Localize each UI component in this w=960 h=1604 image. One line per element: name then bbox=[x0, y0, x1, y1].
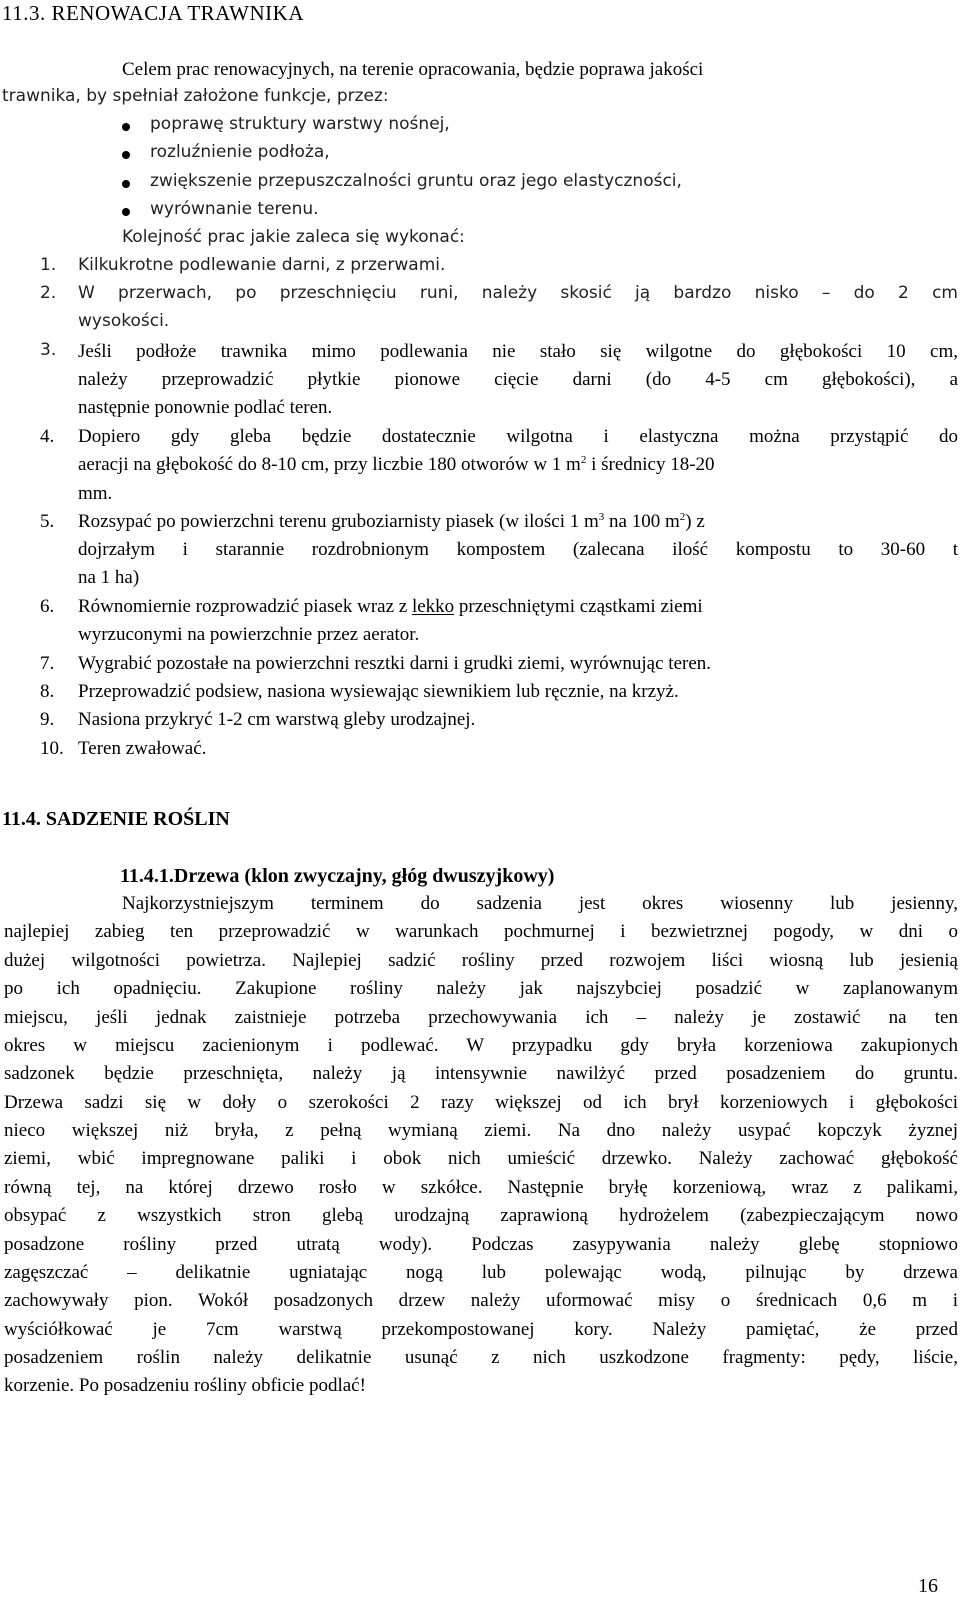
bullet-dot bbox=[122, 123, 130, 131]
section-heading-11-3: 11.3. RENOWACJA TRAWNIKA bbox=[2, 1, 304, 25]
step-text: na 1 ha) bbox=[78, 567, 140, 588]
step-text: dojrzałym i starannie rozdrobnionym kompostem (zalecana ilość kompostu to 30-60 t bbox=[78, 539, 958, 560]
paragraph-line: zachowywały pion. Wokół posadzonych drzew należy uformować misy o średnicach 0,6 m i bbox=[4, 1290, 958, 1311]
paragraph-line: sadzonek będzie przeschnięta, należy ją intensywnie nawilżyć przed posadzeniem do gruntu. bbox=[4, 1063, 958, 1084]
step-text: Jeśli podłoże trawnika mimo podlewania nie stało się wilgotne do głębokości 10 cm, bbox=[78, 341, 958, 362]
bullet-item: wyrównanie terenu. bbox=[150, 199, 319, 219]
paragraph-line: najlepiej zabieg ten przeprowadzić w warunkach pochmurnej i bezwietrznej pogody, w dni o bbox=[4, 921, 958, 942]
step-number: 1. bbox=[40, 255, 57, 275]
paragraph-line: korzenie. Po posadzeniu rośliny obficie podlać! bbox=[4, 1375, 366, 1396]
subsection-heading-11-4-1: 11.4.1.Drzewa (klon zwyczajny, głóg dwuszyjkowy) bbox=[120, 865, 555, 887]
order-intro: Kolejność prac jakie zaleca się wykonać: bbox=[122, 227, 465, 247]
superscript: 2 bbox=[679, 511, 686, 523]
step-text: Wygrabić pozostałe na powierzchni resztki darni i grudki ziemi, wyrównując teren. bbox=[78, 653, 712, 674]
step-number: 10. bbox=[40, 738, 64, 759]
paragraph-line: wyściółkować je 7cm warstwą przekompostowanej kory. Należy pamiętać, że przed bbox=[4, 1319, 958, 1340]
step-number: 2. bbox=[40, 283, 57, 303]
step-number: 3. bbox=[40, 340, 57, 360]
intro-line-2: trawnika, by spełniał założone funkcje, przez: bbox=[2, 86, 389, 106]
paragraph-line: Najkorzystniejszym terminem do sadzenia jest okres wiosenny lub jesienny, bbox=[122, 893, 958, 914]
paragraph-line: równą tej, na której drzewo rosło w szkółce. Następnie bryłę korzeniową, wraz z palikami, bbox=[4, 1177, 958, 1198]
step-text: Nasiona przykryć 1-2 cm warstwą gleby urodzajnej. bbox=[78, 709, 476, 730]
step-text: Teren zwałować. bbox=[78, 738, 207, 759]
paragraph-line: obsypać z wszystkich stron glebą urodzajną zaprawioną hydrożelem (zabezpieczającym nowo bbox=[4, 1205, 958, 1226]
bullet-dot bbox=[122, 151, 130, 159]
step-text: mm. bbox=[78, 483, 113, 504]
step-text: należy przeprowadzić płytkie pionowe cięcie darni (do 4-5 cm głębokości), a bbox=[78, 369, 958, 390]
step-text bbox=[78, 455, 715, 474]
superscript: 3 bbox=[598, 511, 605, 523]
step-text: wysokości. bbox=[78, 311, 170, 331]
step-text: Kilkukrotne podlewanie darni, z przerwami. bbox=[78, 255, 446, 275]
superscript: 2 bbox=[580, 454, 587, 466]
step-text-part: i średnicy 18-20 bbox=[586, 454, 715, 475]
step-text bbox=[78, 597, 703, 616]
step-text: Przeprowadzić podsiew, nasiona wysiewając siewnikiem lub ręcznie, na krzyż. bbox=[78, 681, 679, 702]
step-number: 6. bbox=[40, 596, 55, 617]
bullet-dot bbox=[122, 180, 130, 188]
step-text-part: przeschniętymi cząstkami ziemi bbox=[454, 596, 703, 617]
step-text bbox=[78, 512, 705, 531]
step-text-part: na 100 m bbox=[604, 511, 680, 532]
step-text-part: ) z bbox=[685, 511, 705, 532]
step-text: następnie ponownie podlać teren. bbox=[78, 397, 333, 418]
step-text-part: Równomiernie rozprowadzić piasek wraz z bbox=[78, 596, 412, 617]
paragraph-line: nieco większej niż bryła, z pełną wymianą ziemi. Na dno należy usypać kopczyk żyznej bbox=[4, 1120, 958, 1141]
paragraph-line: posadzone rośliny przed utratą wody). Podczas zasypywania należy glebę stopniowo bbox=[4, 1234, 958, 1255]
paragraph-line: miejscu, jeśli jednak zaistnieje potrzeba przechowywania ich – należy je zostawić na ten bbox=[4, 1007, 958, 1028]
intro-line-1: Celem prac renowacyjnych, na terenie opracowania, będzie poprawa jakości bbox=[122, 59, 704, 80]
paragraph-line: Drzewa sadzi się w doły o szerokości 2 razy większej od ich brył korzeniowych i głębokości bbox=[4, 1092, 958, 1113]
step-text-part: Rozsypać po powierzchni terenu gruboziarnisty piasek (w ilości 1 m bbox=[78, 511, 599, 532]
step-text: W przerwach, po przeschnięciu runi, należy skosić ją bardzo nisko – do 2 cm bbox=[78, 283, 958, 303]
bullet-item: rozluźnienie podłoża, bbox=[150, 142, 330, 162]
step-text-part: aeracji na głębokość do 8-10 cm, przy liczbie 180 otworów w 1 m bbox=[78, 454, 581, 475]
section-heading-11-4: 11.4. SADZENIE ROŚLIN bbox=[2, 808, 230, 830]
paragraph-line: zagęszczać – delikatnie ugniatając nogą lub polewając wodą, pilnując by drzewa bbox=[4, 1262, 958, 1283]
step-number: 4. bbox=[40, 426, 55, 447]
underlined-word: lekko bbox=[411, 596, 455, 617]
paragraph-line: ziemi, wbić impregnowane paliki i obok nich umieścić drzewko. Należy zachować głębokość bbox=[4, 1148, 958, 1169]
bullet-dot bbox=[122, 208, 130, 216]
bullet-item: poprawę struktury warstwy nośnej, bbox=[150, 114, 450, 134]
step-number: 9. bbox=[40, 709, 55, 730]
page-number: 16 bbox=[918, 1575, 938, 1597]
bullet-item: zwiększenie przepuszczalności gruntu oraz jego elastyczności, bbox=[150, 171, 682, 191]
paragraph-line: dużej wilgotności powietrza. Najlepiej sadzić rośliny przed rozwojem liści wiosną lub jesienią bbox=[4, 950, 958, 971]
step-number: 7. bbox=[40, 653, 55, 674]
step-number: 8. bbox=[40, 681, 55, 702]
step-text: wyrzuconymi na powierzchnie przez aerator. bbox=[78, 624, 420, 645]
paragraph-line: posadzeniem roślin należy delikatnie usunąć z nich uszkodzone fragmenty: pędy, liście, bbox=[4, 1347, 958, 1368]
step-text: Dopiero gdy gleba będzie dostatecznie wilgotna i elastyczna można przystąpić do bbox=[78, 426, 958, 447]
step-number: 5. bbox=[40, 511, 55, 532]
paragraph-line: okres w miejscu zacienionym i podlewać. W przypadku gdy bryła korzeniowa zakupionych bbox=[4, 1035, 958, 1056]
paragraph-line: po ich opadnięciu. Zakupione rośliny należy jak najszybciej posadzić w zaplanowanym bbox=[4, 978, 958, 999]
